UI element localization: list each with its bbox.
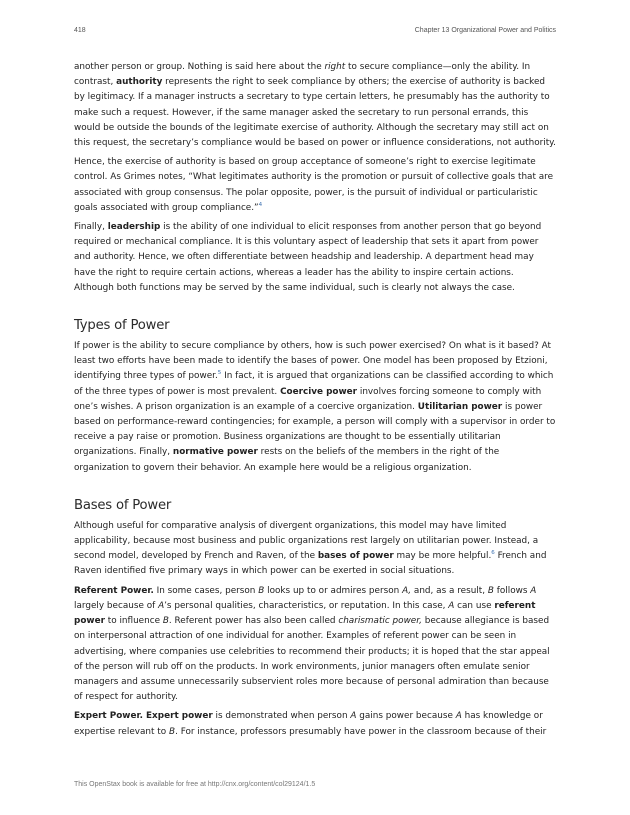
text-run: to influence [104,616,163,627]
variable: A [158,600,165,611]
text-run: Finally, [74,222,108,233]
emphasis-charismatic-power: charismatic power, [338,616,422,627]
term-leadership: leadership [107,222,161,233]
run-in-heading-referent: Referent Power. [74,585,154,596]
paragraph-grimes [74,155,556,216]
page-header [74,27,556,39]
paragraph-leadership [74,220,556,296]
term-utilitarian-power: Utilitarian power [417,401,503,412]
heading-bases-of-power: Bases of Power [74,497,172,513]
variable: B [258,585,265,596]
page-number: 418 [74,27,86,34]
text-run: . Referent power has also been called [168,616,339,627]
paragraph-bases [74,519,556,580]
variable: B [169,726,176,737]
text-run: represents the right to seek compliance by others; the exercise of authority is backed by legitimacy. If a manager instructs a secretary to type certain letters, he presumably has the authority to make such a request. However, if the same manager asked the secretary to run personal errands, this would be outside the bounds of the legitimate exercise of authority. Although the secretary may still act on this request, the secretary’s compliance would be based on power or influence considerations, not authority. [74,77,556,149]
variable: A [350,711,357,722]
text-run: Hence, the exercise of authority is based on group acceptance of someone’s right to exercise legitimate control. As Grimes notes, “What legitimates authority is the promotion or pursuit of collective goals that are associated with group consensus. The polar opposite, power, is the pursuit of individual or particularistic goals associated with group compliance.” [74,157,554,213]
text-run: gains power because [356,711,456,722]
text-run: may be more helpful. [393,551,492,562]
paragraph-expert-power [74,709,556,739]
variable: A, [402,585,412,596]
text-run: involves forcing someone to comply with one’s wishes. A prison organization is an example of a coercive organization. [74,386,542,412]
text-run: is the ability of one individual to elicit responses from another person that go beyond required or mechanical compliance. It is this voluntary aspect of leadership that sets it apart from power and authority. Hence, we often differentiate between headship and leadership. A department head may have the right to require certain actions, whereas a leader has the ability to inspire certain actions. Although both functions may be served by the same individual, such is clearly not always the case. [74,222,542,293]
run-in-heading-expert: Expert Power. [74,711,143,722]
text-run: follows [493,585,531,596]
chapter-title: Chapter 13 Organizational Power and Politics [414,27,556,34]
variable: A [448,600,455,611]
footnote-link-4[interactable]: 4 [258,201,263,208]
term-authority: authority [116,77,163,88]
paragraph-referent-power [74,584,556,706]
text-run: looks up to or admires person [264,585,403,596]
text-run: and, as a result, [411,585,488,596]
text-run: rests on the beliefs of the members in the right of the organization to govern their behavior. An example here would be a religious organization. [74,447,500,473]
footnote-link-6[interactable]: 6 [491,550,495,557]
text-run: French and Raven identified five primary ways in which power can be exerted in social situations. [74,551,547,577]
term-referent-power: referent power [74,600,536,627]
text-run: another person or group. Nothing is said here about the [74,62,325,72]
term-expert-power: Expert power [142,711,213,722]
text-run: If power is the ability to secure compliance by others, how is such power exercised? On what is it based? At least two efforts have been made to identify the bases of power. One model has been proposed by Etzioni, identifying three types of power. [74,341,551,382]
text-run: because allegiance is based on interpersonal attraction of one individual for another. Examples of referent power can be seen in advertising, where companies use celebrities to recommend their products; it is hoped that the star appeal of the person will rub off on the products. In work environments, junior managers often emulate senior managers and assume unnecessarily subservient roles more because of personal admiration than because of respect for authority. [74,616,550,703]
term-coercive-power: Coercive power [280,386,358,397]
emphasis-right: right [324,62,346,72]
paragraph-types [74,339,556,476]
variable: A [530,585,537,596]
variable: A [455,711,462,722]
text-run: has knowledge or expertise relevant to [74,711,543,737]
text-run: Although useful for comparative analysis of divergent organizations, this model may have limited applicability, because most business and public organizations rest largely on utilitarian power. Instead, a second model, developed by French and Raven, of the [74,520,539,562]
text-run: to secure compliance—only the ability. In contrast, [74,62,531,88]
text-run: can use [454,600,495,611]
variable: B [162,616,169,627]
variable: B [487,585,494,596]
term-normative-power: normative power [172,447,258,458]
term-bases-of-power: bases of power [317,551,394,562]
page-footer: This OpenStax book is available for free at http://cnx.org/content/col29124/1.5 [74,781,316,788]
text-run: is power based on performance-reward contingencies; for example, a person will comply with a supervisor in order to receive a pay raise or promotion. Business organizations are thought to be essentially utilitarian organizations. Finally, [74,401,556,458]
page-body [74,60,556,744]
text-run: In fact, it is argued that organizations can be classified according to which of the three types of power is most prevalent. [74,371,554,397]
heading-types-of-power: Types of Power [74,318,170,334]
footnote-link-5[interactable]: 5 [217,370,222,377]
text-run: largely because of [74,600,159,611]
paragraph-authority [74,60,556,151]
text-run: ’s personal qualities, characteristics, or reputation. In this case, [164,600,449,611]
text-run: . For instance, professors presumably have power in the classroom because of their [175,726,547,737]
text-run: is demonstrated when person [212,711,351,722]
text-run: In some cases, person [153,585,259,596]
